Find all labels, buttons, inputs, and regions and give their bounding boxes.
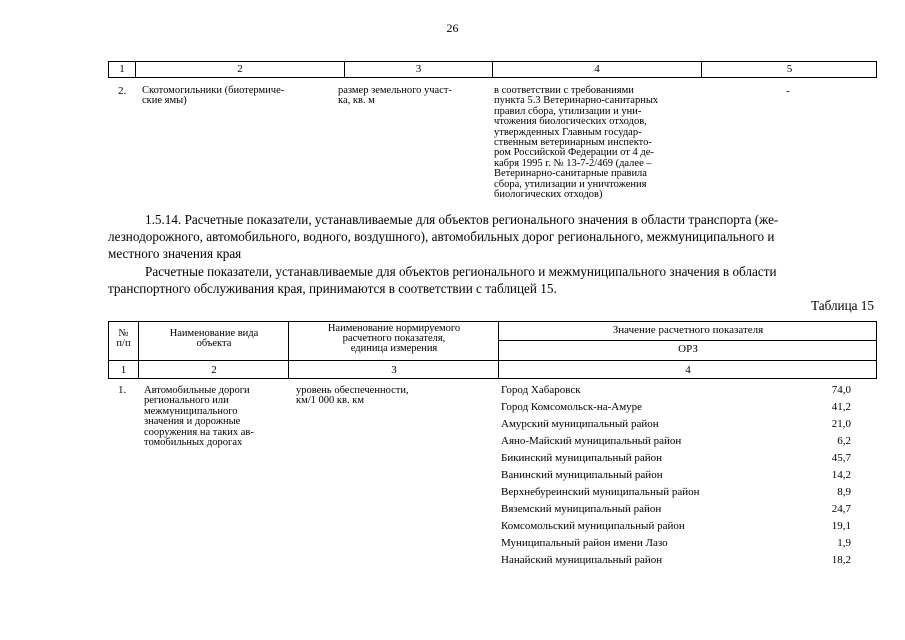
table2-header-indicator <box>289 324 499 354</box>
text-line: ром Российской Федерации от 4 де- <box>494 147 654 159</box>
paragraph-line: лезнодорожного, автомобильного, водного, воздушного), автомобильных дорог регионального, межмуниципального и <box>108 229 775 244</box>
table1-header-cell: 3 <box>344 62 492 77</box>
table1-header-cell: 4 <box>492 62 701 77</box>
value-row-number: 8,9 <box>837 486 851 498</box>
value-row-number: 21,0 <box>831 418 851 430</box>
value-row <box>501 382 851 399</box>
value-row-number: 14,2 <box>831 469 851 481</box>
page-number: 26 <box>446 21 459 35</box>
text-line: чтожения биологических отходов, <box>494 116 647 128</box>
value-row <box>501 518 851 535</box>
table2-colnum: 4 <box>685 364 691 376</box>
value-row-name: Вяземский муниципальный район <box>501 503 662 515</box>
table1-header-row <box>108 61 877 78</box>
paragraph-line: Расчетные показатели, устанавливаемые для объектов регионального и межмуниципального значения в области <box>145 264 777 279</box>
table-border <box>108 360 877 361</box>
value-row-number: 19,1 <box>831 520 851 532</box>
table1-header-cell: 5 <box>701 62 877 77</box>
value-row <box>501 399 851 416</box>
text-line: межмуниципального <box>144 405 238 417</box>
value-row <box>501 433 851 450</box>
table-border <box>108 378 877 379</box>
value-row-number: 24,7 <box>831 503 851 515</box>
table1-requirement <box>494 86 658 200</box>
paragraph-line: 1.5.14. Расчетные показатели, устанавливаемые для объектов регионального значения в области транспорта (же- <box>145 212 779 227</box>
text-line: единица измерения <box>350 343 438 354</box>
table1-row-number: 2. <box>118 85 127 97</box>
value-row-name: Верхнебуреинский муниципальный район <box>501 486 700 498</box>
paragraph-line: местного значения края <box>108 246 242 261</box>
value-row <box>501 484 851 501</box>
text-line: ственным ветеринарным инспекто- <box>494 137 652 149</box>
text-line: размер земельного участ- <box>338 85 452 96</box>
text-line: п/п <box>116 338 131 349</box>
value-row-name: Муниципальный район имени Лазо <box>501 537 668 549</box>
text-line: ка, кв. м <box>338 95 375 107</box>
table1-object-name <box>142 86 284 107</box>
value-row <box>501 552 851 569</box>
paragraph-line: транспортного обслуживания края, принимаются в соответствии с таблицей 15. <box>108 281 557 296</box>
text-line: Скотомогильники (биотермиче- <box>142 85 285 96</box>
value-row <box>501 467 851 484</box>
value-row-number: 74,0 <box>831 384 851 396</box>
table-border <box>108 321 877 322</box>
table2-header-object <box>139 329 289 349</box>
value-row-name: Город Хабаровск <box>501 384 581 396</box>
text-line: расчетного показателя, <box>342 333 446 344</box>
table1-indicator <box>338 86 452 107</box>
text-line: Ветеринарно-санитарные правила <box>494 168 647 180</box>
value-row-number: 45,7 <box>831 452 851 464</box>
value-row-name: Нанайский муниципальный район <box>501 554 663 566</box>
table2-indicator <box>296 386 409 407</box>
table1-header-cell: 2 <box>135 62 344 77</box>
table2-colnum: 3 <box>391 364 397 376</box>
value-row-number: 6,2 <box>837 435 851 447</box>
value-row-name: Город Комсомольск-на-Амуре <box>501 401 643 413</box>
text-line: Автомобильные дороги <box>144 385 250 396</box>
table2-object-name <box>144 386 254 448</box>
value-row-number: 18,2 <box>831 554 851 566</box>
table1-header-cell: 1 <box>119 63 125 75</box>
value-row-name: Аяно-Майский муниципальный район <box>501 435 682 447</box>
text-line: пункта 5.3 Ветеринарно-санитарных <box>494 95 659 107</box>
text-line: уровень обеспеченности, <box>296 385 409 396</box>
text-line: утвержденных Главным государ- <box>494 126 642 138</box>
value-row <box>501 535 851 552</box>
text-line: значения и дорожные <box>144 416 241 428</box>
value-row-name: Бикинский муниципальный район <box>501 452 663 464</box>
text-line: объекта <box>196 338 232 349</box>
text-line: кабря 1995 г. № 13-7-2/469 (далее – <box>494 157 652 169</box>
text-line: ские ямы) <box>142 95 187 107</box>
text-line: правил сбора, утилизации и уни- <box>494 105 642 117</box>
table2-header-value-sub: ОРЗ <box>678 343 698 355</box>
text-line: км/1 000 кв. км <box>296 395 364 407</box>
value-row-name: Комсомольский муниципальный район <box>501 520 685 532</box>
table2-colnum: 1 <box>120 364 127 376</box>
value-row <box>501 450 851 467</box>
table2-colnum: 2 <box>211 364 217 376</box>
value-row <box>501 416 851 433</box>
table-caption: Таблица 15 <box>811 298 874 313</box>
table2-row-number: 1. <box>118 384 127 396</box>
text-line: Наименование вида <box>169 328 259 339</box>
text-line: № <box>118 328 129 339</box>
table-border <box>498 340 877 341</box>
text-line: биологических отходов) <box>494 189 603 201</box>
table2-header-num <box>108 329 139 349</box>
value-row <box>501 501 851 518</box>
value-row-number: 1,9 <box>837 537 851 549</box>
value-row-name: Амурский муниципальный район <box>501 418 659 430</box>
text-line: в соответствии с требованиями <box>494 85 634 96</box>
text-line: Наименование нормируемого <box>327 323 461 334</box>
value-row-number: 41,2 <box>831 401 851 413</box>
table2-header-value-title: Значение расчетного показателя <box>612 324 764 336</box>
table1-col5-value: - <box>786 85 790 97</box>
text-line: томобильных дорогах <box>144 437 243 449</box>
text-line: сбора, утилизации и уничтожения <box>494 178 647 190</box>
value-row-name: Ванинский муниципальный район <box>501 469 663 481</box>
text-line: сооружения на таких ав- <box>144 426 254 438</box>
text-line: регионального или <box>144 395 229 407</box>
